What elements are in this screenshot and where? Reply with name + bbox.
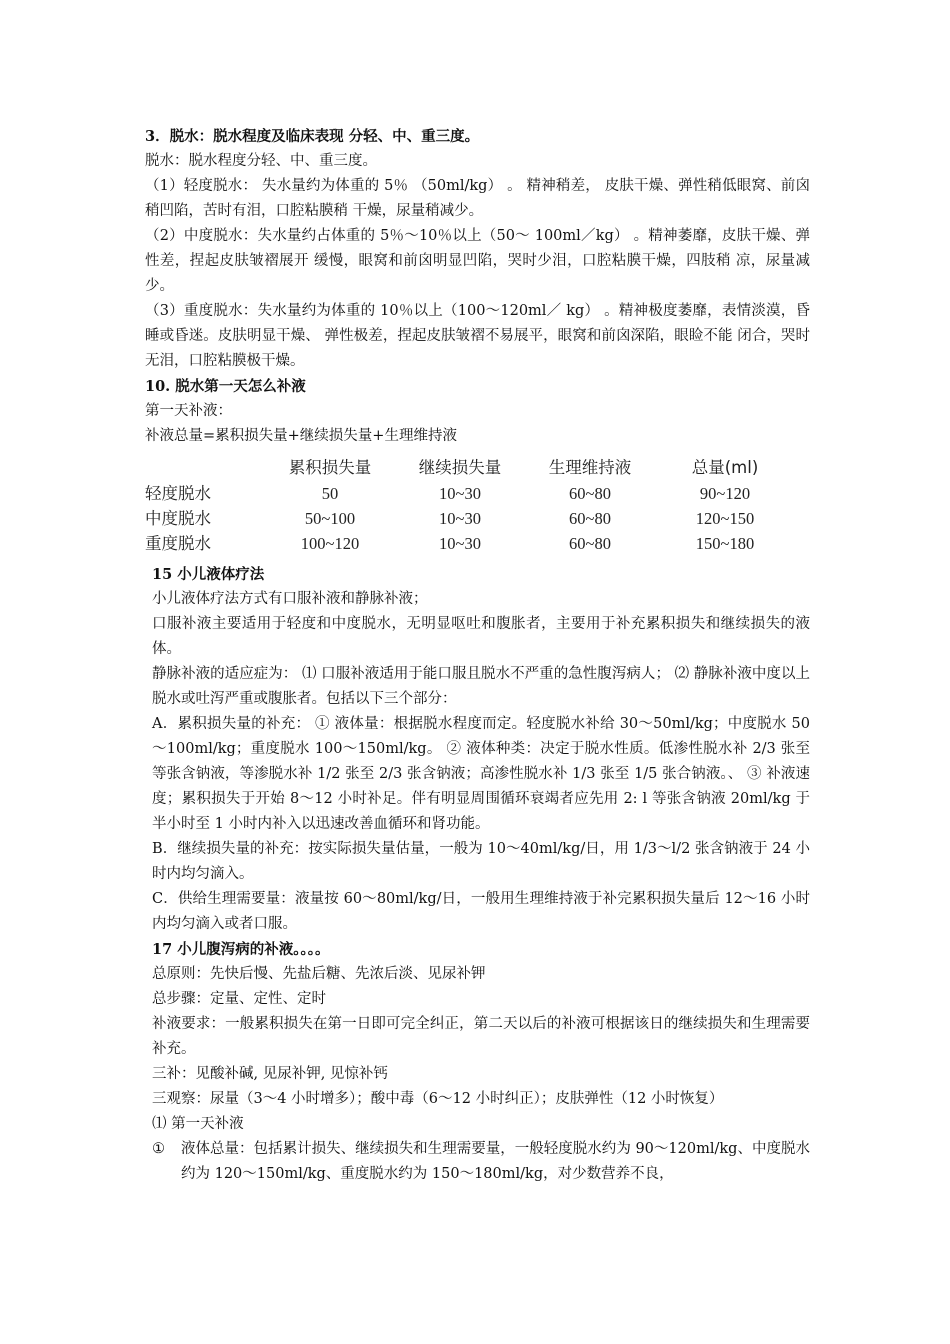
three-observations-paragraph: 三观察：尿量（3～4 小时增多）；酸中毒（6～12 小时纠正）；皮肤弹性（12 小时恢复）: [152, 1091, 724, 1107]
table-header-cell: [145, 453, 265, 481]
first-day-heading: ⑴ 第一天补液: [152, 1116, 244, 1132]
table-cell: 60~80: [569, 509, 611, 528]
table-header-cell: 累积损失量: [288, 457, 372, 477]
table-row: [145, 481, 795, 506]
moderate-dehydration-paragraph: （2）中度脱水：失水量约占体重的 5％～10％以上（50～ 100ml／kg） 。精神萎靡，皮肤干燥、弹性差，捏起皮肤皱褶展开 缓慢，眼窝和前囟明显凹陷，哭时少泪，口腔粘膜干燥，四肢稍 凉，尿量减少。: [145, 228, 810, 294]
requirements-paragraph: 补液要求：一般累积损失在第一日即可完全纠正，第二天以后的补液可根据该日的继续损失和生理需要补充。: [152, 1016, 810, 1057]
severe-dehydration-paragraph: （3）重度脱水：失水量约为体重的 10％以上（100～120ml／ kg） 。精神极度萎靡，表情淡漠，昏睡或昏迷。皮肤明显干燥、 弹性极差，捏起皮肤皱褶不易展平，眼窝和前囟深陷，眼睑不能 闭合，哭时无泪，口腔粘膜极干燥。: [145, 303, 810, 369]
steps-line: 总步骤：定量、定性、定时: [152, 991, 326, 1007]
section-17-heading: 17 小儿腹泻病的补液。。。。: [152, 941, 330, 958]
ongoing-loss-paragraph: B．继续损失量的补充：按实际损失量估量，一般为 10～40ml/kg/日，用 1/3～l/2 张含钠液于 24 小时内均匀滴入。: [152, 841, 810, 882]
iv-rehydration-paragraph: 静脉补液的适应症为： ⑴ 口服补液适用于能口服且脱水不严重的急性腹泻病人； ⑵ 静脉补液中度以上脱水或吐泻严重或腹胀者。包括以下三个部分：: [152, 666, 810, 707]
table-cell: 50: [321, 484, 339, 503]
section-15-line-1: 小儿液体疗法方式有口服补液和静脉补液；: [152, 591, 428, 607]
table-cell: 60~80: [569, 484, 611, 503]
maintenance-paragraph: C．供给生理需要量：液量按 60～80ml/kg/日，一般用生理维持液于补完累积损失量后 12～16 小时内均匀滴入或者口服。: [152, 891, 810, 932]
table-cell: 90~120: [699, 484, 751, 503]
mild-dehydration-paragraph: （1）轻度脱水： 失水量约为体重的 5％ （50ml/kg） 。 精神稍差， 皮肤干燥、弹性稍低眼窝、前囟稍凹陷，苦时有泪，口腔粘膜稍 干燥，尿量稍减少。: [145, 178, 810, 219]
table-header-cell: 继续损失量: [418, 457, 502, 477]
table-cell: 10~30: [439, 484, 481, 503]
table-cell: 100~120: [300, 534, 360, 553]
list-item: [145, 1137, 810, 1187]
table-cell: 50~100: [304, 509, 356, 528]
cumulative-loss-paragraph: A．累积损失量的补充： ① 液体量：根据脱水程度而定。轻度脱水补给 30～50ml/kg；中度脱水 50～100ml/kg；重度脱水 100～150ml/kg。 ② 液体种类：决定于脱水性质。低渗性脱水补 2/3 张至等张含钠液，等渗脱水补 1/2 张至 2/3 张含钠液；高渗性脱水补 1/3 张至 1/5 张合钠液。、 ③ 补液速度；累积损失于开始 8～12 小时补足。伴有明显周围循环衰竭者应先用 2: l 等张含钠液 20ml/kg 于半小时至 1 小时内补入以迅速改善血循环和肾功能。: [152, 716, 810, 832]
section-10-line-1: 第一天补液：: [145, 403, 232, 419]
section-10-heading: 10. 脱水第一天怎么补液: [145, 378, 306, 395]
section-15-heading: 15 小儿液体疗法: [152, 566, 265, 583]
table-row: [145, 531, 795, 556]
list-item-number: ①: [152, 1141, 165, 1157]
table-cell: 150~180: [695, 534, 755, 553]
section-3-heading: 3．脱水：脱水程度及临床表现 分轻、中、重三度。: [145, 128, 480, 145]
list-item-text: 液体总量：包括累计损失、继续损失和生理需要量，一般轻度脱水约为 90～120ml/kg、中度脱水约为 120～150ml/kg、重度脱水约为 150～180ml/kg，对少数营养不良，: [181, 1141, 810, 1182]
section-3-intro: 脱水：脱水程度分轻、中、重三度。: [145, 153, 377, 169]
table-header-row: [145, 453, 795, 481]
table-header-cell: 总量(ml): [691, 457, 759, 477]
document-page: [145, 124, 810, 1187]
oral-rehydration-paragraph: 口服补液主要适用于轻度和中度脱水，无明显呕吐和腹胀者，主要用于补充累积损失和继续损失的液体。: [152, 616, 810, 657]
table-row: [145, 506, 795, 531]
principle-line: 总原则：先快后慢、先盐后糖、先浓后淡、见尿补钾: [152, 966, 486, 982]
table-row-label: 轻度脱水: [145, 484, 211, 503]
table-cell: 60~80: [569, 534, 611, 553]
table-row-label: 重度脱水: [145, 534, 211, 553]
three-supplements-line: 三补：见酸补碱, 见尿补钾, 见惊补钙: [152, 1066, 388, 1082]
table-row-label: 中度脱水: [145, 509, 211, 528]
table-cell: 10~30: [439, 509, 481, 528]
table-cell: 10~30: [439, 534, 481, 553]
table-header-cell: 生理维持液: [548, 457, 632, 477]
section-10-formula: 补液总量=累积损失量+继续损失量+生理维持液: [145, 428, 457, 444]
fluid-volume-table: [145, 453, 795, 556]
table-cell: 120~150: [695, 509, 755, 528]
